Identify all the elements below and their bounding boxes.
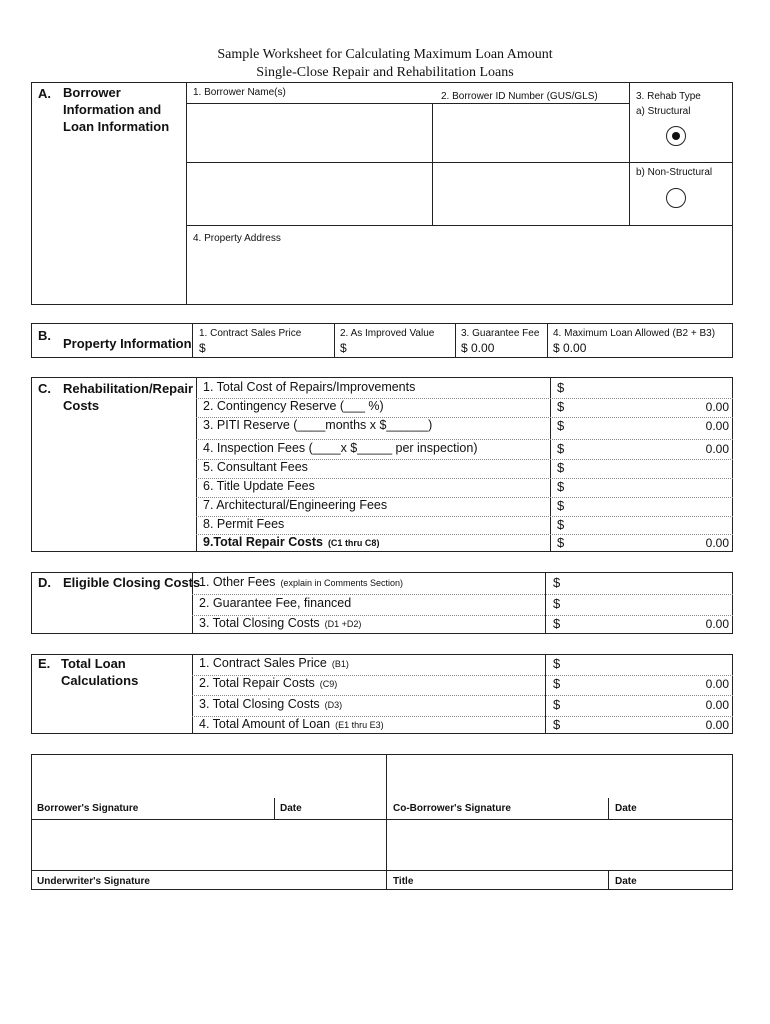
amount-field[interactable]: 0.00 [705,536,729,550]
row-label [203,418,432,432]
row-label [203,517,284,531]
row-label [203,535,379,549]
radio-selected-dot [672,132,680,140]
dollar-sign: $ [557,441,565,456]
row-label-text: 6. Title Update Fees [203,479,315,493]
underwriter-signature-label: Underwriter's Signature [37,876,150,887]
row-label-text: 1. Total Cost of Repairs/Improvements [203,380,416,394]
dollar-sign: $ [557,380,565,395]
guarantee-fee-label: 3. Guarantee Fee [461,328,540,339]
amount-field[interactable]: 0.00 [705,419,729,433]
section-a-label: Borrower Information and Loan Information [63,85,170,134]
page-title: Sample Worksheet for Calculating Maximum Loan Amount [217,47,553,62]
title-label: Title [393,876,414,887]
section-e-letter: E. [38,656,51,671]
dollar-sign: $ [553,717,561,732]
property-address-field[interactable] [187,246,732,304]
row-label [199,616,361,630]
row-reference: (C9) [319,679,338,689]
amount-field[interactable]: 0.00 [705,617,729,631]
row-label [203,399,384,413]
contract-price-field[interactable]: $ [199,341,206,355]
row-label-text: 7. Architectural/Engineering Fees [203,498,388,512]
row-label [203,380,415,394]
row-label [203,460,308,474]
page-subtitle: Single-Close Repair and Rehabilitation Loans [256,65,514,80]
row-label-text: 8. Permit Fees [203,517,285,531]
amount-field[interactable]: 0.00 [705,718,729,732]
section-a-letter: A. [38,86,51,101]
max-loan-label: 4. Maximum Loan Allowed (B2 + B3) [553,328,716,339]
dollar-sign: $ [557,460,565,475]
dollar-sign: $ [557,498,565,513]
dollar-sign: $ [557,517,565,532]
amount-field[interactable]: 0.00 [705,677,729,691]
borrower-id-label: 2. Borrower ID Number (GUS/GLS) [441,91,598,102]
row-label [203,441,477,455]
borrower-id-field[interactable] [433,104,628,224]
dollar-sign: $ [553,697,561,712]
dollar-sign: $ [553,656,561,671]
dollar-sign: $ [557,399,565,414]
dollar-sign: $ [557,479,565,494]
row-divider [192,594,733,595]
section-e-label: Total Loan Calculations [61,656,139,688]
section-c-letter: C. [38,381,51,396]
row-label [199,676,337,690]
row-label-text: 2. Total Repair Costs [199,676,315,690]
borrower-signature-label: Borrower's Signature [37,803,139,814]
row-label-text: 4. Inspection Fees (____x $_____ per inspection) [203,441,478,455]
row-reference: (D1 +D2) [324,619,362,629]
row-label [199,656,349,670]
row-label-text: 3. Total Closing Costs [199,697,320,711]
date-label-1: Date [280,803,302,814]
row-label [203,498,387,512]
row-label-text: 5. Consultant Fees [203,460,308,474]
row-reference: (B1) [331,659,349,669]
row-divider [196,439,733,440]
dollar-sign: $ [553,676,561,691]
rehab-type-label: 3. Rehab Type [636,91,701,102]
date-label-2: Date [615,803,637,814]
improved-value-label: 2. As Improved Value [340,328,435,339]
row-label-text: 1. Contract Sales Price [199,656,327,670]
section-b-letter: B. [38,328,51,343]
co-borrower-signature-label: Co-Borrower's Signature [393,803,511,814]
row-label [199,697,342,711]
borrower-name-label: 1. Borrower Name(s) [193,87,286,98]
dollar-sign: $ [553,616,561,631]
guarantee-fee-field[interactable]: $ 0.00 [461,341,495,355]
row-label-text: 3. PITI Reserve (____months x $______) [203,418,433,432]
row-label [199,717,384,731]
row-label-text: 2. Guarantee Fee, financed [199,596,352,610]
section-d-letter: D. [38,575,51,590]
underwriter-signature-field[interactable] [32,820,385,869]
date-label-3: Date [615,876,637,887]
row-divider [192,695,733,696]
section-c-label: Rehabilitation/Repair Costs [63,381,194,413]
row-label-text: 4. Total Amount of Loan [199,717,331,731]
property-address-label: 4. Property Address [193,233,281,244]
structural-label: a) Structural [636,106,691,117]
contract-price-label: 1. Contract Sales Price [199,328,302,339]
dollar-sign: $ [553,575,561,590]
max-loan-field[interactable]: $ 0.00 [553,341,587,355]
row-reference: (explain in Comments Section) [280,578,403,588]
amount-field[interactable]: 0.00 [705,698,729,712]
structural-radio[interactable] [666,126,686,146]
dollar-sign: $ [557,535,565,550]
non-structural-radio[interactable] [666,188,686,208]
non-structural-label: b) Non-Structural [636,167,713,178]
section-b-label: Property Information [63,336,192,351]
row-reference: (D3) [324,700,343,710]
co-borrower-signature-field[interactable] [387,755,732,797]
row-reference: (C1 thru C8) [327,538,380,548]
row-label-text: 2. Contingency Reserve (___ %) [203,399,384,413]
row-label-text: 3. Total Closing Costs [199,616,320,630]
row-reference: (E1 thru E3) [335,720,384,730]
dollar-sign: $ [553,596,561,611]
amount-field[interactable]: 0.00 [705,442,729,456]
borrower-signature-field[interactable] [32,755,385,797]
row-label-text: 9.Total Repair Costs [203,535,323,549]
improved-value-field[interactable]: $ [340,341,347,355]
title-field[interactable] [387,820,732,869]
row-label-text: 1. Other Fees [199,575,276,589]
dollar-sign: $ [557,418,565,433]
amount-field[interactable]: 0.00 [705,400,729,414]
row-label [203,479,315,493]
row-label [199,575,403,589]
borrower-name-field[interactable] [187,104,431,224]
section-d-label: Eligible Closing Costs [63,575,201,590]
row-label [199,596,351,610]
